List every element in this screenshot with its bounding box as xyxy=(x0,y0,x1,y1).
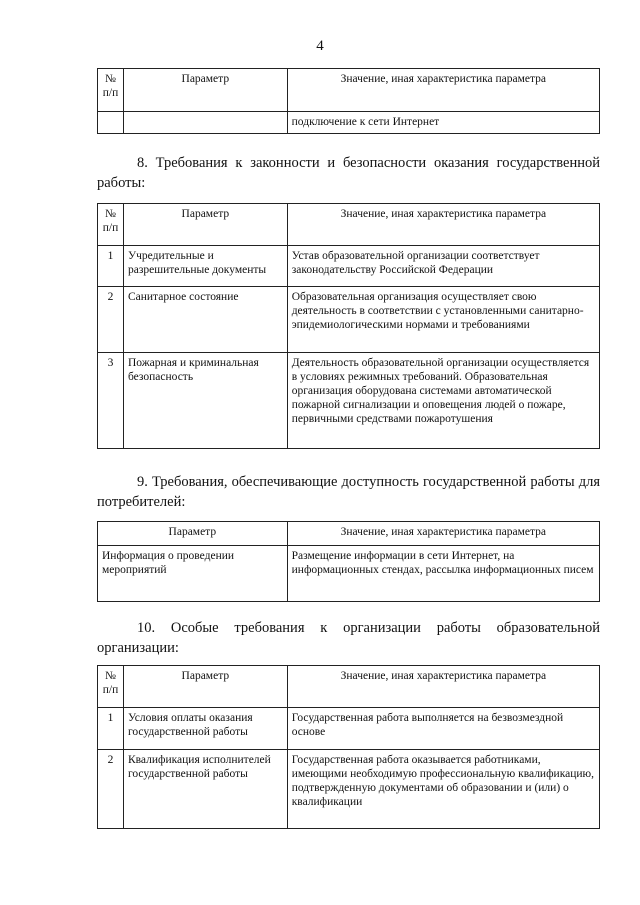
header-param: Параметр xyxy=(123,204,287,246)
row-value: Размещение информации в сети Интернет, на информационных стендах, рассылка информационных писем xyxy=(287,546,599,602)
header-value: Значение, иная характеристика параметра xyxy=(287,666,599,708)
row-num xyxy=(98,112,124,134)
section9-table xyxy=(97,521,600,602)
header-num: № п/п xyxy=(98,69,124,112)
row-num: 1 xyxy=(98,246,124,287)
row-value: Образовательная организация осуществляет свою деятельность в соответствии с установленными санитарно-эпидемиологическими нормами и требованиями xyxy=(287,287,599,353)
row-param: Санитарное состояние xyxy=(123,287,287,353)
header-param: Параметр xyxy=(123,666,287,708)
row-num: 2 xyxy=(98,750,124,829)
row-value: Государственная работа выполняется на безвозмездной основе xyxy=(287,708,599,750)
section8-table xyxy=(97,203,600,449)
header-param: Параметр xyxy=(98,522,288,546)
header-value: Значение, иная характеристика параметра xyxy=(287,522,599,546)
header-value: Значение, иная характеристика параметра xyxy=(287,204,599,246)
row-param: Информация о проведении мероприятий xyxy=(98,546,288,602)
header-num: № п/п xyxy=(98,204,124,246)
row-param: Пожарная и криминальная безопасность xyxy=(123,353,287,449)
table-header-row xyxy=(98,666,600,708)
table-row xyxy=(98,246,600,287)
row-param: Квалификация исполнителей государственной работы xyxy=(123,750,287,829)
header-value: Значение, иная характеристика параметра xyxy=(287,69,599,112)
page-number: 4 xyxy=(316,38,324,54)
row-value: Устав образовательной организации соответствует законодательству Российской Федерации xyxy=(287,246,599,287)
row-param: Учредительные и разрешительные документы xyxy=(123,246,287,287)
row-value: Деятельность образовательной организации осуществляется в условиях режимных требований. Образовательная организация оборудована системами автоматической пожарной сигнализации и оповещения людей о пожаре, первичными средствами пожаротушения xyxy=(287,353,599,449)
table-row xyxy=(98,287,600,353)
header-param: Параметр xyxy=(123,69,287,112)
row-param xyxy=(123,112,287,134)
section8-heading: 8. Требования к законности и безопасности оказания государственной работы: xyxy=(97,155,600,191)
table-row xyxy=(98,112,600,134)
table-header-row xyxy=(98,69,600,112)
table-row xyxy=(98,546,600,602)
table-header-row xyxy=(98,522,600,546)
row-value: подключение к сети Интернет xyxy=(287,112,599,134)
row-num: 2 xyxy=(98,287,124,353)
continued-table xyxy=(97,68,600,134)
table-row xyxy=(98,353,600,449)
section10-heading: 10. Особые требования к организации работы образовательной организации: xyxy=(97,620,600,656)
table-row xyxy=(98,750,600,829)
section9-heading: 9. Требования, обеспечивающие доступность государственной работы для потребителей: xyxy=(97,474,600,510)
section10-table xyxy=(97,665,600,829)
row-num: 1 xyxy=(98,708,124,750)
row-num: 3 xyxy=(98,353,124,449)
row-param: Условия оплаты оказания государственной работы xyxy=(123,708,287,750)
header-num: № п/п xyxy=(98,666,124,708)
table-header-row xyxy=(98,204,600,246)
table-row xyxy=(98,708,600,750)
row-value: Государственная работа оказывается работниками, имеющими необходимую профессиональную квалификацию, подтвержденную документами об образовании и (или) о квалификации xyxy=(287,750,599,829)
